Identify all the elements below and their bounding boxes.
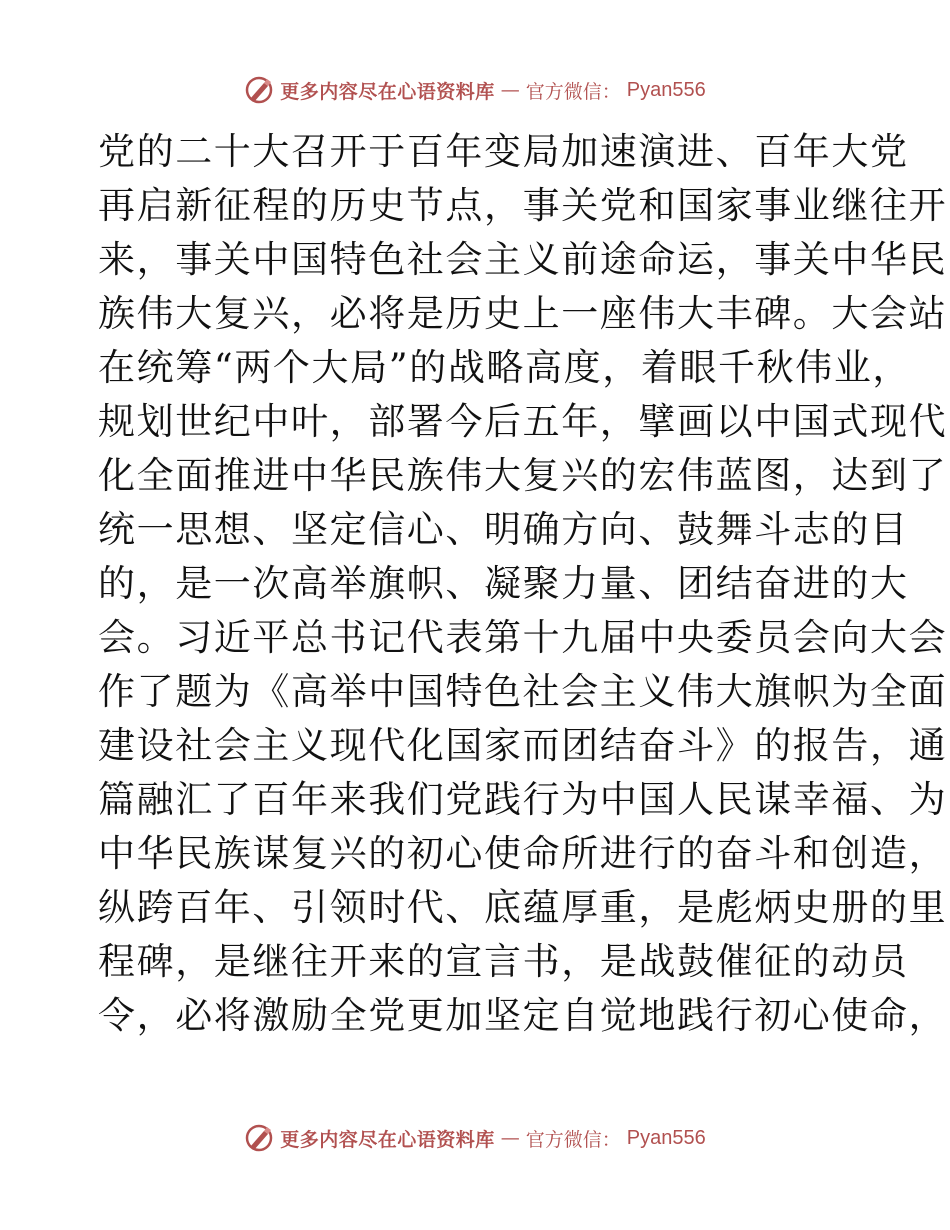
body-line: 纵跨百年、引领时代、底蕴厚重，是彪炳史册的里 — [98, 886, 948, 929]
banner-wechat-id: Pyan556 — [626, 78, 706, 101]
body-line: 统一思想、坚定信心、明确方向、鼓舞斗志的目 — [98, 508, 909, 551]
banner-wechat-label: 官方微信： — [525, 80, 621, 103]
body-line: 作了题为《高举中国特色社会主义伟大旗帜为全面 — [98, 670, 948, 713]
body-line: 再启新征程的历史节点，事关党和国家事业继往开 — [98, 184, 948, 227]
banner-wechat-id: Pyan556 — [626, 1126, 706, 1149]
pen-circle-logo-icon — [244, 75, 274, 105]
body-line: 程碑，是继往开来的宣言书，是战鼓催征的动员 — [98, 940, 909, 983]
body-line: 族伟大复兴，必将是历史上一座伟大丰碑。大会站 — [98, 292, 948, 335]
banner-separator: — — [500, 1127, 520, 1149]
header-banner — [0, 70, 950, 110]
pen-circle-logo-icon — [244, 1123, 274, 1153]
body-line: 化全面推进中华民族伟大复兴的宏伟蓝图，达到了 — [98, 454, 948, 497]
body-line: 的，是一次高举旗帜、凝聚力量、团结奋进的大 — [98, 562, 909, 605]
banner-separator: — — [500, 79, 520, 101]
body-line: 建设社会主义现代化国家而团结奋斗》的报告，通 — [98, 724, 948, 767]
body-line: 令，必将激励全党更加坚定自觉地践行初心使命， — [98, 994, 948, 1037]
banner-wechat-label: 官方微信： — [525, 1128, 621, 1151]
body-line: 会。习近平总书记代表第十九届中央委员会向大会 — [98, 616, 948, 659]
footer-banner — [0, 1118, 950, 1158]
document-body — [98, 125, 948, 1043]
banner-text: 更多内容尽在心语资料库 — [280, 80, 495, 103]
body-line: 规划世纪中叶，部署今后五年，擘画以中国式现代 — [98, 400, 948, 443]
body-line: 中华民族谋复兴的初心使命所进行的奋斗和创造， — [98, 832, 948, 875]
body-line: 来，事关中国特色社会主义前途命运，事关中华民 — [98, 238, 948, 281]
body-line: 篇融汇了百年来我们党践行为中国人民谋幸福、为 — [98, 778, 948, 821]
body-line: 党的二十大召开于百年变局加速演进、百年大党 — [98, 130, 909, 173]
body-line: 在统筹“两个大局”的战略高度，着眼千秋伟业， — [98, 346, 912, 389]
banner-text: 更多内容尽在心语资料库 — [280, 1128, 495, 1151]
